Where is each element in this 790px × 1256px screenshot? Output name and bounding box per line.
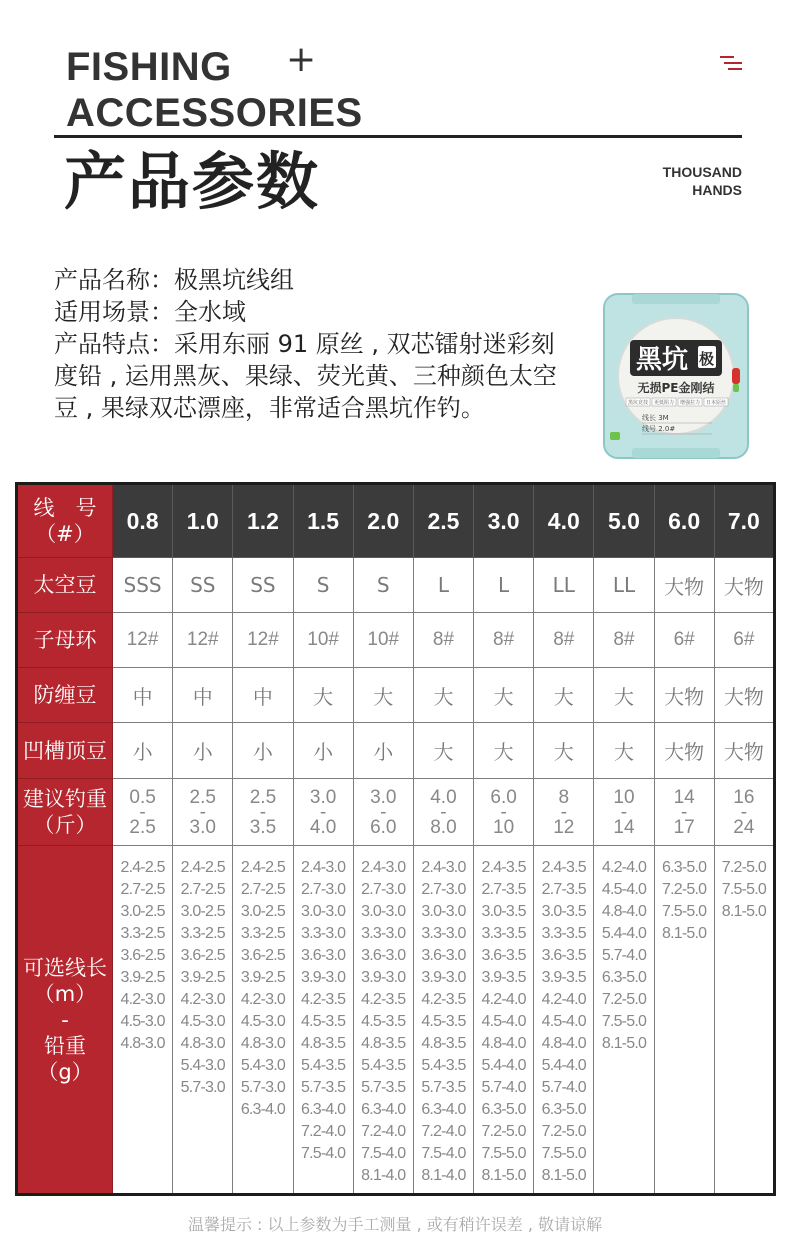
option-value: 3.9-3.0 — [361, 969, 406, 986]
option-value: 4.8-3.5 — [421, 1035, 466, 1052]
brand-line-1: FISHING — [66, 45, 232, 89]
option-value: 8.1-5.0 — [601, 1035, 647, 1052]
weight-cell: 2.5 - 3.0 — [173, 779, 233, 846]
option-value: 6.3-5.0 — [481, 1101, 526, 1118]
space-bean-cell: L — [413, 558, 473, 613]
row-header-anti-tangle: 防缠豆 — [17, 668, 113, 723]
option-value: 2.7-3.0 — [300, 881, 346, 898]
anti-tangle-cell: 大物 — [654, 668, 714, 723]
option-value: 8.1-4.0 — [361, 1167, 406, 1184]
option-value: 5.4-4.0 — [601, 925, 647, 942]
ring-cell: 12# — [173, 613, 233, 668]
option-value: 3.6-2.5 — [120, 947, 165, 964]
product-name: 产品名称：极黑坑线组 — [54, 266, 294, 294]
anti-tangle-cell: 大 — [594, 668, 654, 723]
option-value: 5.7-3.0 — [180, 1079, 225, 1096]
option-value: 7.2-4.0 — [361, 1123, 406, 1140]
pack-badge: 极 — [699, 350, 715, 368]
option-value: 6.3-4.0 — [361, 1101, 406, 1118]
option-value: 5.4-3.5 — [361, 1057, 406, 1074]
size-cell: 3.0 — [474, 484, 534, 558]
option-value: 4.5-4.0 — [601, 881, 647, 898]
row-header-options-3: - — [61, 1007, 69, 1032]
weight-cell: 6.0 - 10 — [474, 779, 534, 846]
option-value: 3.0-3.5 — [541, 903, 586, 920]
option-value: 3.9-3.0 — [300, 969, 346, 986]
option-value: 3.6-2.5 — [180, 947, 225, 964]
space-bean-cell: SS — [173, 558, 233, 613]
size-cell: 6.0 — [654, 484, 714, 558]
pack-tag-2: 更低阻力 — [654, 400, 675, 406]
option-value: 4.8-4.0 — [541, 1035, 586, 1052]
option-value: 8.1-5.0 — [721, 903, 766, 920]
weight-cell: 2.5 - 3.5 — [233, 779, 293, 846]
table-row-line-number — [17, 484, 775, 558]
option-value: 7.5-4.0 — [300, 1145, 346, 1162]
option-value: 7.2-4.0 — [300, 1123, 346, 1140]
option-value: 3.9-2.5 — [180, 969, 225, 986]
anti-tangle-cell: 大物 — [714, 668, 774, 723]
option-value: 4.8-4.0 — [601, 903, 647, 920]
space-bean-cell: L — [474, 558, 534, 613]
option-value: 4.5-3.5 — [361, 1013, 406, 1030]
option-value: 3.0-2.5 — [240, 903, 286, 920]
anti-tangle-cell: 大 — [353, 668, 413, 723]
options-cell — [474, 846, 534, 1195]
option-value: 5.7-3.5 — [421, 1079, 466, 1096]
option-value: 6.3-4.0 — [240, 1101, 286, 1118]
option-value: 5.7-3.5 — [361, 1079, 406, 1096]
row-header-space-bean: 太空豆 — [17, 558, 113, 613]
space-bean-cell: S — [353, 558, 413, 613]
ring-cell: 6# — [654, 613, 714, 668]
option-value: 4.2-3.5 — [300, 991, 346, 1008]
groove-bean-cell: 大 — [594, 723, 654, 779]
option-value: 4.2-3.5 — [361, 991, 406, 1008]
ring-cell: 8# — [594, 613, 654, 668]
size-cell: 1.5 — [293, 484, 353, 558]
option-value: 4.2-3.0 — [180, 991, 225, 1008]
weight-cell: 4.0 - 8.0 — [413, 779, 473, 846]
side-brand — [663, 163, 742, 199]
anti-tangle-cell: 大 — [474, 668, 534, 723]
option-value: 2.4-2.5 — [120, 859, 165, 876]
options-cell — [594, 846, 654, 1195]
option-value: 3.3-2.5 — [120, 925, 165, 942]
option-value: 2.7-3.0 — [361, 881, 406, 898]
option-value: 7.5-4.0 — [421, 1145, 466, 1162]
option-value: 4.5-4.0 — [481, 1013, 526, 1030]
option-value: 4.2-4.0 — [481, 991, 526, 1008]
ring-cell: 8# — [474, 613, 534, 668]
weight-cell: 3.0 - 6.0 — [353, 779, 413, 846]
ring-cell: 12# — [233, 613, 293, 668]
options-cell — [233, 846, 293, 1195]
option-value: 4.5-3.0 — [180, 1013, 225, 1030]
footer-note: 温馨提示 : 以上参数为手工测量 , 或有稍许误差 , 敬请谅解 — [187, 1215, 603, 1234]
option-value: 3.9-3.0 — [421, 969, 466, 986]
option-value: 3.6-3.0 — [421, 947, 466, 964]
option-value: 7.2-4.0 — [421, 1123, 466, 1140]
side-brand-line-1: THOUSAND — [662, 164, 742, 180]
size-cell: 1.0 — [173, 484, 233, 558]
size-cell: 4.0 — [534, 484, 594, 558]
pack-subtitle: 无损PE金刚结 — [637, 381, 715, 395]
option-value: 2.4-3.0 — [421, 859, 466, 876]
option-value: 3.0-2.5 — [180, 903, 225, 920]
space-bean-cell: LL — [534, 558, 594, 613]
pack-brand: 黑坑 — [636, 345, 689, 375]
groove-bean-cell: 小 — [293, 723, 353, 779]
option-value: 3.0-3.0 — [300, 903, 346, 920]
anti-tangle-cell: 中 — [113, 668, 173, 723]
option-value: 4.2-4.0 — [541, 991, 586, 1008]
pack-tag-1: 黑坑竞技 — [628, 400, 649, 406]
option-value: 3.6-3.5 — [481, 947, 526, 964]
option-value: 2.4-3.0 — [300, 859, 346, 876]
ring-cell: 6# — [714, 613, 774, 668]
space-bean-cell: 大物 — [714, 558, 774, 613]
option-value: 4.8-3.5 — [361, 1035, 406, 1052]
option-value: 3.9-2.5 — [240, 969, 286, 986]
option-value: 8.1-5.0 — [662, 925, 707, 942]
pack-tag-3: 增强拉力 — [680, 400, 701, 406]
option-value: 8.1-4.0 — [421, 1167, 466, 1184]
options-cell — [293, 846, 353, 1195]
option-value: 3.0-3.0 — [361, 903, 406, 920]
option-value: 4.5-4.0 — [541, 1013, 586, 1030]
size-cell: 1.2 — [233, 484, 293, 558]
anti-tangle-cell: 中 — [233, 668, 293, 723]
brand-line-2: ACCESSORIES — [66, 91, 363, 135]
option-value: 5.7-4.0 — [601, 947, 647, 964]
product-info — [54, 264, 574, 424]
product-image — [602, 292, 750, 460]
option-value: 4.2-3.5 — [421, 991, 466, 1008]
options-cell — [534, 846, 594, 1195]
option-value: 3.6-3.5 — [541, 947, 586, 964]
plus-icon: + — [286, 39, 317, 80]
groove-bean-cell: 大物 — [714, 723, 774, 779]
header-divider — [54, 135, 742, 138]
product-features: 产品特点：采用东丽 91 原丝 , 双芯镭射迷彩刻度铅 , 运用黑灰、果绿、荧光黄、三种颜色太空豆 , 果绿双芯漂座，非常适合黑坑作钓。 — [54, 330, 557, 422]
row-header-options-1: 可选线长 — [23, 955, 107, 980]
space-bean-cell: LL — [594, 558, 654, 613]
option-value: 7.2-5.0 — [662, 881, 707, 898]
row-header-weight — [17, 779, 113, 846]
option-value: 7.2-5.0 — [541, 1123, 586, 1140]
option-value: 7.5-5.0 — [721, 881, 766, 898]
option-value: 6.3-5.0 — [601, 969, 647, 986]
table-row-groove-bean — [17, 723, 775, 779]
option-value: 4.8-3.0 — [120, 1035, 165, 1052]
option-value: 3.9-2.5 — [120, 969, 165, 986]
option-value: 3.6-3.0 — [300, 947, 346, 964]
size-cell: 5.0 — [594, 484, 654, 558]
row-header-weight-1: 建议钓重 — [23, 787, 107, 811]
option-value: 8.1-5.0 — [541, 1167, 586, 1184]
pack-size: 线号 2.0# — [642, 425, 676, 433]
option-value: 5.4-3.0 — [240, 1057, 286, 1074]
option-value: 7.5-4.0 — [361, 1145, 406, 1162]
option-value: 2.4-2.5 — [240, 859, 286, 876]
option-value: 4.5-3.0 — [240, 1013, 286, 1030]
space-bean-cell: SSS — [113, 558, 173, 613]
option-value: 5.7-3.0 — [240, 1079, 286, 1096]
option-value: 3.3-3.0 — [361, 925, 406, 942]
side-brand-line-2: HANDS — [692, 182, 742, 198]
option-value: 4.8-3.0 — [180, 1035, 225, 1052]
table-row-anti-tangle — [17, 668, 775, 723]
option-value: 7.5-5.0 — [481, 1145, 526, 1162]
option-value: 3.0-2.5 — [120, 903, 165, 920]
table-row-ring — [17, 613, 775, 668]
weight-cell: 16 - 24 — [714, 779, 774, 846]
option-value: 4.2-3.0 — [120, 991, 165, 1008]
option-value: 4.8-3.5 — [300, 1035, 346, 1052]
ring-cell: 8# — [534, 613, 594, 668]
row-header-options — [17, 846, 113, 1195]
size-cell: 2.0 — [353, 484, 413, 558]
pack-tag-4: 日本原丝 — [706, 400, 727, 406]
option-value: 4.5-3.5 — [421, 1013, 466, 1030]
anti-tangle-cell: 大 — [413, 668, 473, 723]
option-value: 2.4-3.5 — [541, 859, 586, 876]
spec-table — [15, 482, 776, 1196]
option-value: 3.3-3.5 — [541, 925, 586, 942]
groove-bean-cell: 大 — [474, 723, 534, 779]
anti-tangle-cell: 大 — [293, 668, 353, 723]
option-value: 5.4-4.0 — [541, 1057, 586, 1074]
ring-cell: 10# — [293, 613, 353, 668]
option-value: 5.4-3.0 — [180, 1057, 225, 1074]
options-cell — [654, 846, 714, 1195]
options-cell — [714, 846, 774, 1195]
option-value: 6.3-4.0 — [421, 1101, 466, 1118]
table-row-space-bean — [17, 558, 775, 613]
option-value: 2.4-3.5 — [481, 859, 526, 876]
option-value: 2.7-3.0 — [421, 881, 466, 898]
option-value: 5.4-3.5 — [421, 1057, 466, 1074]
menu-icon[interactable] — [720, 56, 742, 72]
row-header-options-2: （m） — [33, 981, 97, 1006]
option-value: 3.9-3.5 — [541, 969, 586, 986]
brand-title — [66, 44, 363, 136]
option-value: 3.0-3.5 — [481, 903, 526, 920]
size-cell: 2.5 — [413, 484, 473, 558]
weight-cell: 3.0 - 4.0 — [293, 779, 353, 846]
groove-bean-cell: 小 — [353, 723, 413, 779]
option-value: 3.0-3.0 — [421, 903, 466, 920]
option-value: 5.4-3.5 — [300, 1057, 346, 1074]
options-cell — [173, 846, 233, 1195]
row-header-line-number — [17, 484, 113, 558]
option-value: 3.3-3.0 — [421, 925, 466, 942]
options-cell — [353, 846, 413, 1195]
option-value: 7.5-5.0 — [601, 1013, 647, 1030]
option-value: 7.5-5.0 — [662, 903, 707, 920]
row-header-groove-bean: 凹槽顶豆 — [17, 723, 113, 779]
groove-bean-cell: 大物 — [654, 723, 714, 779]
row-header-options-5: （g） — [37, 1059, 93, 1084]
option-value: 4.8-3.0 — [240, 1035, 286, 1052]
space-bean-cell: S — [293, 558, 353, 613]
anti-tangle-cell: 大 — [534, 668, 594, 723]
option-value: 6.3-5.0 — [662, 859, 707, 876]
option-value: 4.8-4.0 — [481, 1035, 526, 1052]
option-value: 3.3-3.0 — [300, 925, 346, 942]
groove-bean-cell: 小 — [233, 723, 293, 779]
row-header-line-number-1: 线 号 — [33, 496, 97, 520]
option-value: 3.3-2.5 — [180, 925, 225, 942]
row-header-weight-2: （斤） — [33, 813, 97, 837]
option-value: 6.3-5.0 — [541, 1101, 586, 1118]
table-row-options — [17, 846, 775, 1195]
groove-bean-cell: 大 — [413, 723, 473, 779]
option-value: 2.7-3.5 — [541, 881, 586, 898]
option-value: 7.2-5.0 — [481, 1123, 526, 1140]
option-value: 4.2-4.0 — [601, 859, 647, 876]
option-value: 7.5-5.0 — [541, 1145, 586, 1162]
size-cell: 7.0 — [714, 484, 774, 558]
product-scene: 适用场景：全水域 — [54, 298, 246, 326]
option-value: 5.7-4.0 — [481, 1079, 526, 1096]
option-value: 3.3-3.5 — [481, 925, 526, 942]
option-value: 7.2-5.0 — [601, 991, 647, 1008]
weight-cell: 10 - 14 — [594, 779, 654, 846]
weight-cell: 0.5 - 2.5 — [113, 779, 173, 846]
option-value: 5.7-3.5 — [300, 1079, 346, 1096]
option-value: 3.6-2.5 — [240, 947, 286, 964]
option-value: 4.5-3.5 — [300, 1013, 346, 1030]
ring-cell: 12# — [113, 613, 173, 668]
groove-bean-cell: 大 — [534, 723, 594, 779]
groove-bean-cell: 小 — [173, 723, 233, 779]
size-cell: 0.8 — [113, 484, 173, 558]
option-value: 5.7-4.0 — [541, 1079, 586, 1096]
option-value: 4.2-3.0 — [240, 991, 286, 1008]
option-value: 3.3-2.5 — [240, 925, 286, 942]
anti-tangle-cell: 中 — [173, 668, 233, 723]
option-value: 6.3-4.0 — [300, 1101, 346, 1118]
pack-length: 线长 3M — [642, 414, 669, 422]
groove-bean-cell: 小 — [113, 723, 173, 779]
option-value: 4.5-3.0 — [120, 1013, 165, 1030]
ring-cell: 8# — [413, 613, 473, 668]
weight-cell: 14 - 17 — [654, 779, 714, 846]
page-title: 产品参数 — [64, 145, 321, 218]
ring-cell: 10# — [353, 613, 413, 668]
options-cell — [113, 846, 173, 1195]
option-value: 2.7-2.5 — [240, 881, 286, 898]
row-header-options-4: 铅重 — [44, 1033, 86, 1058]
option-value: 3.9-3.5 — [481, 969, 526, 986]
option-value: 3.6-3.0 — [361, 947, 406, 964]
row-header-line-number-2: （#） — [35, 522, 95, 546]
option-value: 5.4-4.0 — [481, 1057, 526, 1074]
table-row-weight — [17, 779, 775, 846]
option-value: 2.7-2.5 — [120, 881, 165, 898]
option-value: 2.4-2.5 — [180, 859, 225, 876]
option-value: 2.4-3.0 — [361, 859, 406, 876]
options-cell — [413, 846, 473, 1195]
space-bean-cell: SS — [233, 558, 293, 613]
option-value: 7.2-5.0 — [721, 859, 766, 876]
space-bean-cell: 大物 — [654, 558, 714, 613]
option-value: 2.7-3.5 — [481, 881, 526, 898]
option-value: 2.7-2.5 — [180, 881, 225, 898]
option-value: 8.1-5.0 — [481, 1167, 526, 1184]
weight-cell: 8 - 12 — [534, 779, 594, 846]
row-header-ring: 子母环 — [17, 613, 113, 668]
